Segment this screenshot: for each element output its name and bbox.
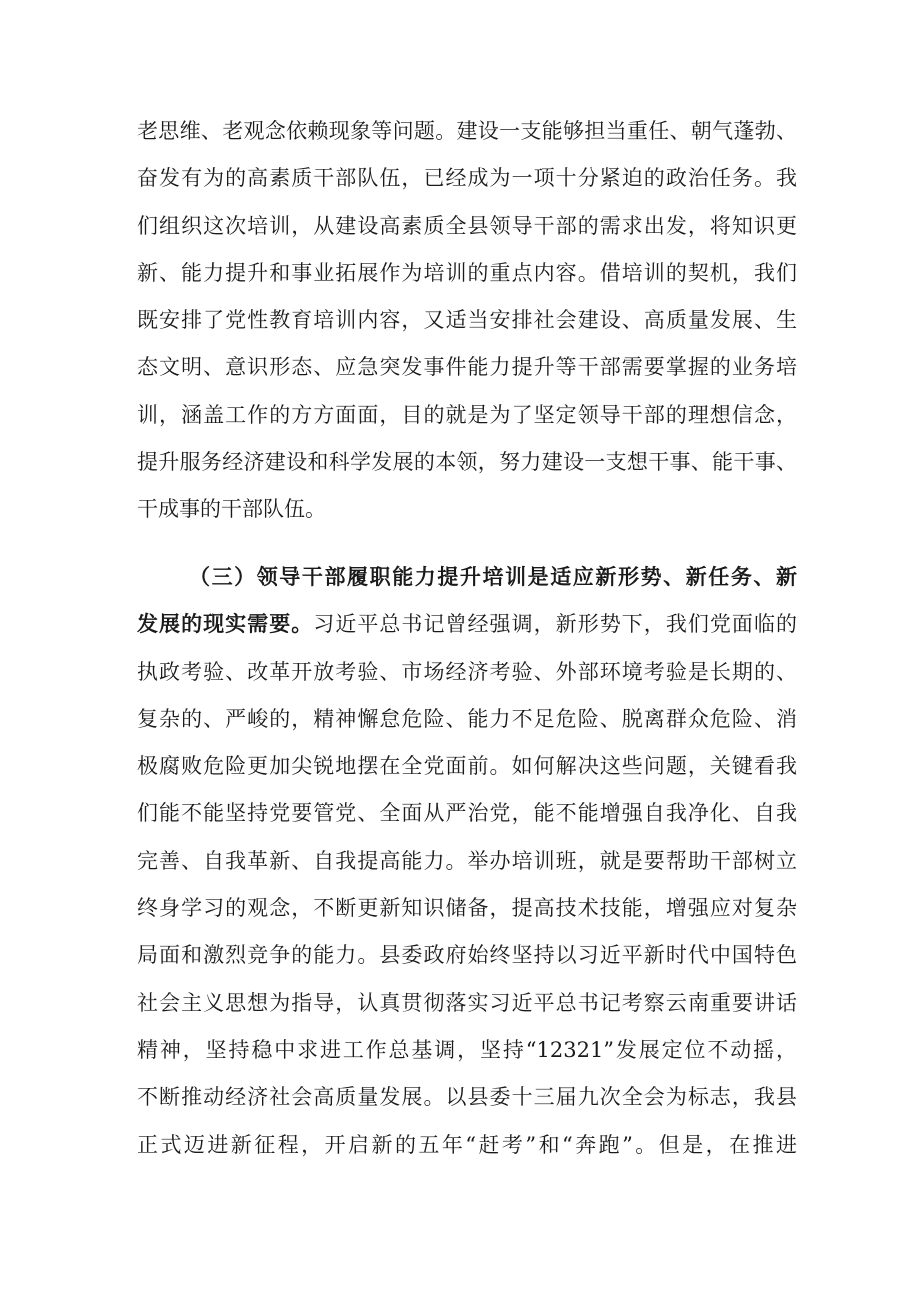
- paragraph-line: 社会主义思想为指导，认真贯彻落实习近平总书记考察云南重要讲话: [137, 990, 797, 1015]
- paragraph-line: 复杂的、严峻的，精神懈怠危险、能力不足危险、脱离群众危险、消: [137, 706, 797, 731]
- paragraph-line: 老思维、老观念依赖现象等问题。建设一支能够担当重任、朝气蓬勃、: [137, 119, 797, 143]
- paragraph-line: 奋发有为的高素质干部队伍，已经成为一项十分紧迫的政治任务。我: [137, 166, 797, 191]
- paragraph-line: 既安排了党性教育培训内容，又适当安排社会建设、高质量发展、生: [137, 308, 797, 333]
- paragraph-1: [137, 108, 797, 534]
- paragraph-line: 新、能力提升和事业拓展作为培训的重点内容。借培训的契机，我们: [137, 260, 797, 285]
- paragraph-line: 不断推动经济社会高质量发展。以县委十三届九次全会为标志，我县: [137, 1085, 797, 1110]
- paragraph-line: 完善、自我革新、自我提高能力。举办培训班，就是要帮助干部树立: [137, 848, 797, 873]
- paragraph-line: 提升服务经济建设和科学发展的本领，努力建设一支想干事、能干事、: [137, 450, 797, 475]
- paragraph-line: 干成事的干部队伍。: [137, 497, 326, 522]
- paragraph-line: 们组织这次培训，从建设高素质全县领导干部的需求出发，将知识更: [137, 213, 797, 238]
- section-heading-line: （三）领导干部履职能力提升培训是适应新形势、新任务、新: [189, 565, 797, 589]
- paragraph-line: 极腐败危险更加尖锐地摆在全党面前。如何解决这些问题，关键看我: [137, 754, 797, 779]
- paragraph-line: 执政考验、改革开放考验、市场经济考验、外部环境考验是长期的、: [137, 659, 797, 684]
- paragraph-line: 终身学习的观念，不断更新知识储备，提高技术技能，增强应对复杂: [137, 896, 797, 921]
- paragraph-line: 局面和激烈竞争的能力。县委政府始终坚持以习近平新时代中国特色: [137, 943, 797, 968]
- paragraph-2: [137, 554, 797, 1169]
- paragraph-line: 精神，坚持稳中求进工作总基调，坚持“12321”发展定位不动摇，: [137, 1037, 797, 1062]
- paragraph-line: 态文明、意识形态、应急突发事件能力提升等干部需要掌握的业务培: [137, 355, 797, 380]
- paragraph-line: 们能不能坚持党要管党、全面从严治党，能不能增强自我净化、自我: [137, 801, 797, 826]
- paragraph-line: 正式迈进新征程，开启新的五年“赶考”和“奔跑”。但是，在推进: [137, 1132, 797, 1157]
- paragraph-line: 训，涵盖工作的方方面面，目的就是为了坚定领导干部的理想信念，: [137, 402, 797, 427]
- paragraph-line: [137, 601, 797, 648]
- section-heading-tail: 发展的现实需要。: [137, 612, 314, 637]
- paragraph-line-rest: 习近平总书记曾经强调，新形势下，我们党面临的: [313, 612, 797, 637]
